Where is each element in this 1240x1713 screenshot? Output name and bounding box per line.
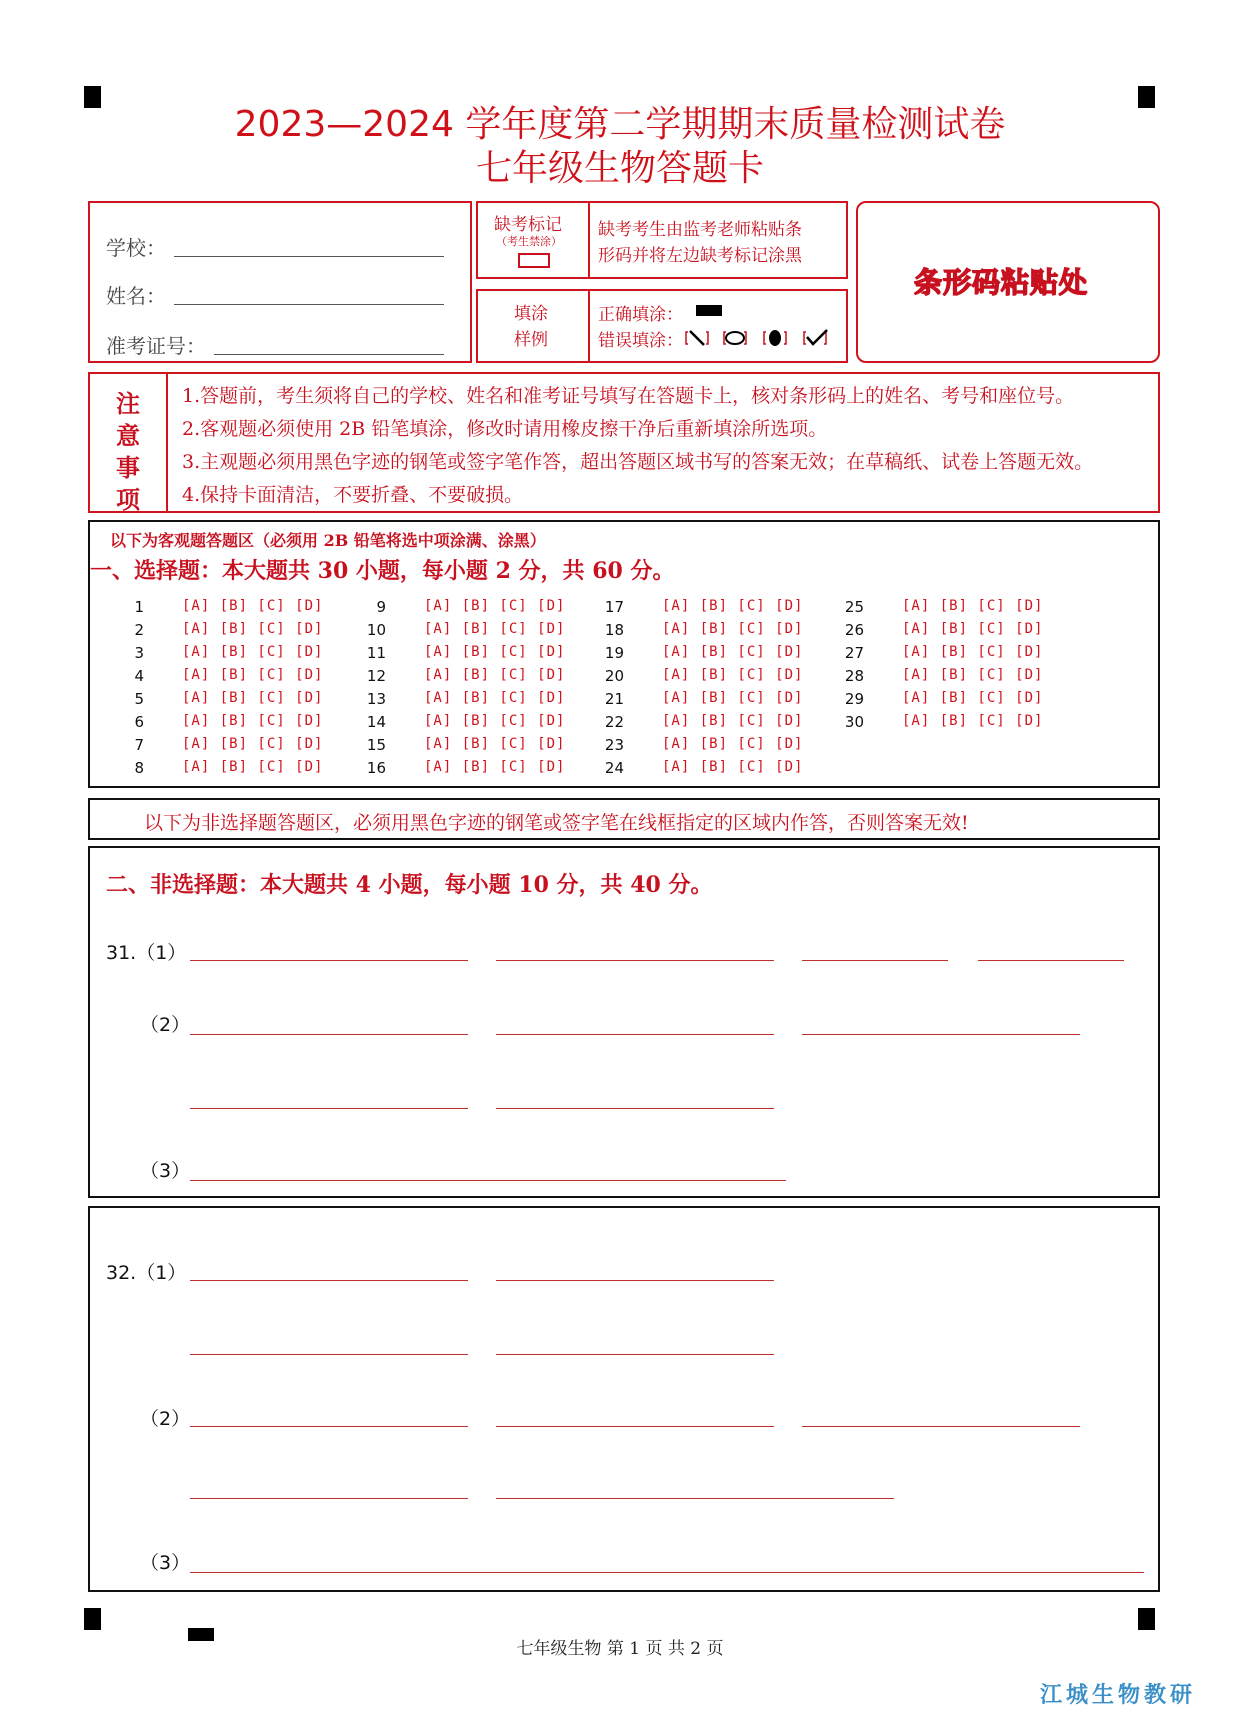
mc-question-number: 25	[844, 598, 864, 616]
correct-fill-sample	[696, 305, 722, 316]
school-label: 学校：	[106, 236, 166, 260]
notice-box	[88, 372, 1160, 513]
q31-part2-line-3[interactable]	[802, 1034, 1080, 1035]
q32-part2-line-5[interactable]	[496, 1498, 894, 1499]
mc-question-number: 8	[134, 759, 144, 777]
mc-question-number: 12	[366, 667, 386, 685]
mc-answer-options[interactable]: [A] [B] [C] [D]	[182, 644, 324, 660]
mc-answer-options[interactable]: [A] [B] [C] [D]	[902, 598, 1044, 614]
mc-question-number: 15	[366, 736, 386, 754]
page-title: 2023—2024 学年度第二学期期末质量检测试卷	[234, 104, 1006, 145]
mc-question-number: 5	[134, 690, 144, 708]
mc-answer-options[interactable]: [A] [B] [C] [D]	[424, 736, 566, 752]
exam-id-field[interactable]	[214, 354, 444, 355]
question-32-area	[88, 1206, 1160, 1592]
mc-answer-options[interactable]: [A] [B] [C] [D]	[182, 690, 324, 706]
mc-question-number: 13	[366, 690, 386, 708]
mc-answer-options[interactable]: [A] [B] [C] [D]	[662, 736, 804, 752]
mc-answer-options[interactable]: [A] [B] [C] [D]	[902, 713, 1044, 729]
mc-question-number: 21	[604, 690, 624, 708]
mc-question-number: 1	[134, 598, 144, 616]
mc-question-number: 22	[604, 713, 624, 731]
absent-instruction-line2: 形码并将左边缺考标记涂黑	[598, 246, 802, 266]
page-subtitle: 七年级生物答题卡	[475, 148, 764, 189]
name-label: 姓名：	[106, 284, 166, 308]
mc-answer-options[interactable]: [A] [B] [C] [D]	[662, 759, 804, 775]
mc-question-number: 11	[366, 644, 386, 662]
objective-answer-area	[88, 520, 1160, 788]
mc-question-number: 9	[376, 598, 386, 616]
watermark: 江城生物教研	[1040, 1683, 1197, 1708]
wrong-fill-check-mark	[807, 330, 827, 344]
absent-mark-note: （考生禁涂）	[496, 235, 562, 248]
q32-part1-line-2[interactable]	[496, 1280, 774, 1281]
q31-part2-line-4[interactable]	[190, 1108, 468, 1109]
mc-question-number: 30	[844, 713, 864, 731]
notice-heading-2: 意	[116, 421, 140, 450]
mc-question-number: 7	[134, 736, 144, 754]
q31-part1-line-4[interactable]	[978, 960, 1124, 961]
q32-part1-line-3[interactable]	[190, 1354, 468, 1355]
notice-item-4: 4.保持卡面清洁，不要折叠、不要破损。	[182, 484, 524, 506]
q32-part1-line-1[interactable]	[190, 1280, 468, 1281]
fill-sample-divider	[588, 291, 590, 361]
mc-answer-options[interactable]: [A] [B] [C] [D]	[182, 759, 324, 775]
q31-part1-line-3[interactable]	[802, 960, 948, 961]
mc-question-number: 23	[604, 736, 624, 754]
mc-question-number: 16	[366, 759, 386, 777]
mc-question-number: 24	[604, 759, 624, 777]
nonobjective-notice-text: 以下为非选择题答题区，必须用黑色字迹的钢笔或签字笔在线框指定的区域内作答，否则答案无效!	[144, 812, 969, 834]
absent-divider	[588, 203, 590, 277]
mc-answer-options[interactable]: [A] [B] [C] [D]	[662, 598, 804, 614]
wrong-fill-circle-mark	[726, 332, 744, 344]
mc-question-number: 18	[604, 621, 624, 639]
school-field[interactable]	[174, 256, 444, 257]
notice-heading-1: 注	[116, 389, 140, 418]
mc-question-number: 2	[134, 621, 144, 639]
mc-question-number: 10	[366, 621, 386, 639]
fill-sample-label-1: 填涂	[514, 304, 548, 324]
mc-answer-options[interactable]: [A] [B] [C] [D]	[182, 598, 324, 614]
page-footer: 七年级生物 第 1 页 共 2 页	[516, 1639, 724, 1659]
absent-mark-checkbox[interactable]	[518, 253, 550, 268]
question-31-area	[88, 846, 1160, 1198]
notice-item-2: 2.客观题必须使用 2B 铅笔填涂，修改时请用橡皮擦干净后重新填涂所选项。	[182, 418, 828, 440]
mc-answer-options[interactable]: [A] [B] [C] [D]	[662, 621, 804, 637]
q31-part2-line-1[interactable]	[190, 1034, 468, 1035]
subjective-section-title: 二、非选择题：本大题共 4 小题，每小题 10 分，共 40 分。	[106, 872, 713, 898]
registration-mark-bottom-left	[84, 1608, 101, 1630]
q31-part2-line-2[interactable]	[496, 1034, 774, 1035]
mc-question-number: 4	[134, 667, 144, 685]
q31-part3-line-1[interactable]	[190, 1180, 786, 1181]
absent-box	[476, 201, 848, 279]
q31-part2-line-5[interactable]	[496, 1108, 774, 1109]
mc-answer-options[interactable]: [A] [B] [C] [D]	[182, 667, 324, 683]
wrong-fill-samples	[684, 327, 844, 349]
mc-answer-options[interactable]: [A] [B] [C] [D]	[424, 598, 566, 614]
mc-answer-options[interactable]: [A] [B] [C] [D]	[662, 667, 804, 683]
absent-mark-title: 缺考标记	[494, 215, 562, 235]
q31-part2-label: （2）	[140, 1014, 191, 1036]
mc-answer-options[interactable]: [A] [B] [C] [D]	[902, 644, 1044, 660]
mc-answer-options[interactable]: [A] [B] [C] [D]	[182, 621, 324, 637]
notice-divider	[166, 374, 168, 511]
mc-answer-options[interactable]: [A] [B] [C] [D]	[424, 644, 566, 660]
q31-part1-line-2[interactable]	[496, 960, 774, 961]
barcode-label: 条形码粘贴处	[914, 266, 1089, 299]
mc-question-number: 26	[844, 621, 864, 639]
q31-part1-label: 31.（1）	[106, 942, 187, 964]
notice-item-3: 3.主观题必须用黑色字迹的钢笔或签字笔作答，超出答题区域书写的答案无效；在草稿纸、试卷上答题无效。	[182, 451, 1094, 473]
mc-answer-options[interactable]: [A] [B] [C] [D]	[182, 713, 324, 729]
q32-part2-line-2[interactable]	[496, 1426, 774, 1427]
q31-part3-label: （3）	[140, 1160, 191, 1182]
mc-answer-options[interactable]: [A] [B] [C] [D]	[424, 713, 566, 729]
q32-part2-line-3[interactable]	[802, 1426, 1080, 1427]
notice-heading-3: 事	[116, 453, 140, 482]
fill-sample-label-2: 样例	[514, 330, 548, 350]
mc-question-number: 27	[844, 644, 864, 662]
mc-question-number: 6	[134, 713, 144, 731]
exam-id-label: 准考证号：	[106, 334, 206, 358]
mc-answer-options[interactable]: [A] [B] [C] [D]	[902, 621, 1044, 637]
notice-heading-4: 项	[116, 485, 140, 514]
mc-answer-options[interactable]: [A] [B] [C] [D]	[902, 667, 1044, 683]
mc-answer-options[interactable]: [A] [B] [C] [D]	[662, 713, 804, 729]
mc-question-number: 29	[844, 690, 864, 708]
mc-question-number: 20	[604, 667, 624, 685]
mc-answer-options[interactable]: [A] [B] [C] [D]	[182, 736, 324, 752]
student-info-box	[88, 201, 472, 363]
q32-part1-line-4[interactable]	[496, 1354, 774, 1355]
q32-part2-line-1[interactable]	[190, 1426, 468, 1427]
mc-answer-options[interactable]: [A] [B] [C] [D]	[424, 690, 566, 706]
q32-part3-label: （3）	[140, 1552, 191, 1574]
mc-answer-options[interactable]: [A] [B] [C] [D]	[424, 621, 566, 637]
mc-question-number: 28	[844, 667, 864, 685]
q32-part2-label: （2）	[140, 1408, 191, 1430]
mc-answer-options[interactable]: [A] [B] [C] [D]	[424, 759, 566, 775]
registration-mark-bottom-right	[1138, 1608, 1155, 1630]
mc-question-number: 14	[366, 713, 386, 731]
absent-instruction-line1: 缺考考生由监考老师粘贴条	[598, 220, 802, 240]
mc-answer-options[interactable]: [A] [B] [C] [D]	[902, 690, 1044, 706]
q32-part1-label: 32.（1）	[106, 1262, 187, 1284]
mc-answer-options[interactable]: [A] [B] [C] [D]	[662, 690, 804, 706]
nonobjective-notice-box	[88, 798, 1160, 840]
q32-part2-line-4[interactable]	[190, 1498, 468, 1499]
mc-question-number: 3	[134, 644, 144, 662]
objective-section-title: 一、选择题：本大题共 30 小题，每小题 2 分，共 60 分。	[90, 558, 675, 584]
wrong-fill-label: 错误填涂：	[598, 331, 683, 351]
mc-question-number: 17	[604, 598, 624, 616]
mc-answer-options[interactable]: [A] [B] [C] [D]	[424, 667, 566, 683]
name-field[interactable]	[174, 304, 444, 305]
fill-sample-box	[476, 289, 848, 363]
q32-part3-line-1[interactable]	[190, 1572, 1144, 1573]
barcode-box	[856, 201, 1160, 363]
wrong-fill-slash-mark	[690, 331, 704, 345]
correct-fill-label: 正确填涂：	[598, 305, 683, 325]
objective-header: 以下为客观题答题区（必须用 2B 铅笔将选中项涂满、涂黑）	[110, 531, 546, 550]
q31-part1-line-1[interactable]	[190, 960, 468, 961]
mc-answer-options[interactable]: [A] [B] [C] [D]	[662, 644, 804, 660]
wrong-fill-dot-mark	[769, 330, 781, 346]
mc-question-number: 19	[604, 644, 624, 662]
notice-item-1: 1.答题前，考生须将自己的学校、姓名和准考证号填写在答题卡上，核对条形码上的姓名、考号和座位号。	[182, 385, 1075, 407]
